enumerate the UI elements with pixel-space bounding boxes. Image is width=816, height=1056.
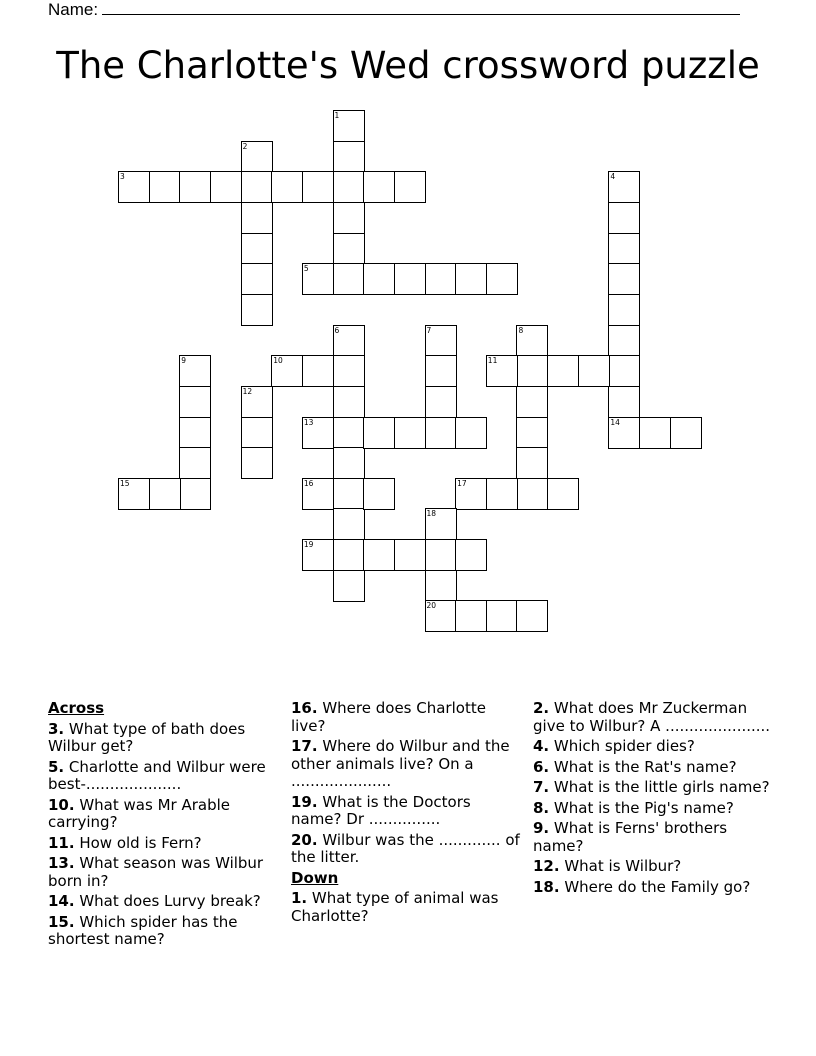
grid-cell[interactable] [179,478,211,510]
grid-cell[interactable] [608,263,640,295]
grid-cell[interactable] [333,508,365,540]
grid-cell[interactable] [608,325,640,357]
clue-text: What does Lurvy break? [74,892,261,910]
grid-cell[interactable] [608,233,640,265]
clue-number: 20 [426,601,437,611]
clue-number: 2. [533,699,550,717]
down-clue [533,820,773,855]
clue-number: 16 [303,478,314,488]
clue-number: 1. [291,889,308,907]
grid-cell[interactable] [241,386,273,418]
grid-cell[interactable] [608,294,640,326]
grid-cell[interactable] [547,478,579,510]
clue-number: 6. [533,757,550,776]
clue-text: What was Mr Arable carrying? [48,795,230,831]
grid-cell[interactable] [333,570,365,602]
across-clue [291,738,523,791]
clue-text: What is the Pig's name? [549,798,734,817]
clue-number: 14 [610,417,620,427]
clue-number: 9. [533,819,550,837]
across-clue [291,832,523,867]
page-title: The Charlotte's Wed crossword puzzle [56,44,760,87]
grid-cell[interactable] [149,171,181,203]
grid-cell[interactable] [516,386,548,418]
across-clue [48,721,280,756]
grid-cell[interactable] [455,417,487,449]
grid-cell[interactable] [516,355,548,387]
down-clue [533,700,773,735]
grid-cell[interactable] [486,263,518,295]
down-clue [533,800,773,818]
grid-cell[interactable] [333,417,365,449]
clue-number: 10 [273,356,283,366]
clue-number: 6 [334,325,340,335]
grid-cell[interactable] [608,386,640,418]
clue-text: What is the Rat's name? [549,757,737,776]
grid-cell[interactable] [363,478,395,510]
grid-cell[interactable] [363,171,395,203]
grid-cell[interactable] [333,110,365,142]
grid-cell[interactable] [455,263,487,295]
clue-number: 5. [48,757,65,776]
grid-cell[interactable] [179,386,211,418]
across-clue [48,759,280,794]
grid-cell[interactable] [302,171,334,203]
clue-number: 15 [120,478,130,488]
clue-number: 19 [303,540,314,550]
grid-cell[interactable] [425,325,457,357]
clue-text: What type of bath does Wilbur get? [48,719,246,755]
clue-number: 3. [48,719,65,738]
clue-number: 14. [48,892,75,910]
down-clue [533,759,773,777]
clue-text: Which spider dies? [549,737,695,755]
name-label: Name: [48,0,99,19]
grid-cell[interactable] [363,539,395,571]
grid-cell[interactable] [486,478,518,510]
grid-cell[interactable] [333,171,365,203]
clue-number: 9 [181,356,187,366]
grid-cell[interactable] [425,417,457,449]
down-clue [533,738,773,756]
across-clue [48,855,280,890]
across-heading: Across [48,699,105,717]
grid-cell[interactable] [516,600,548,632]
grid-cell[interactable] [333,202,365,234]
clue-text: What season was Wilbur born in? [48,854,264,890]
grid-cell[interactable] [210,171,242,203]
grid-cell[interactable] [363,417,395,449]
grid-cell[interactable] [118,478,150,510]
grid-cell[interactable] [333,447,365,479]
grid-cell[interactable] [670,417,702,449]
grid-cell[interactable] [394,417,426,449]
grid-cell[interactable] [241,263,273,295]
grid-cell[interactable] [149,478,181,510]
grid-cell[interactable] [118,171,150,203]
grid-cell[interactable] [455,478,487,510]
grid-cell[interactable] [578,355,610,387]
grid-cell[interactable] [394,539,426,571]
clue-number: 17. [291,737,318,755]
across-clue [48,797,280,832]
clue-text: What is Ferns' brothers name? [533,819,728,855]
clue-number: 20. [291,830,318,849]
grid-cell[interactable] [425,570,457,602]
grid-cell[interactable] [241,447,273,479]
clue-text: What is Wilbur? [559,857,682,875]
down-clue [533,879,773,897]
grid-cell[interactable] [241,202,273,234]
grid-cell[interactable] [179,417,211,449]
grid-cell[interactable] [333,539,365,571]
grid-cell[interactable] [425,539,457,571]
across-clue [48,835,280,853]
grid-cell[interactable] [547,355,579,387]
clue-number: 19. [291,792,318,811]
grid-cell[interactable] [302,539,334,571]
clue-column-2 [291,700,523,928]
clue-number: 2 [242,141,248,151]
clue-number: 15. [48,912,75,931]
grid-cell[interactable] [608,417,640,449]
grid-cell[interactable] [179,355,211,387]
grid-cell[interactable] [608,171,640,203]
clue-number: 16. [291,699,318,717]
clue-text: How old is Fern? [74,833,202,852]
clue-number: 1 [334,111,340,120]
clue-text: What does Mr Zuckerman give to Wilbur? A ...................... [533,699,771,735]
grid-cell[interactable] [333,386,365,418]
across-clue [291,794,523,829]
clue-number: 10. [48,795,75,814]
grid-cell[interactable] [333,325,365,357]
grid-cell[interactable] [639,417,671,449]
grid-cell[interactable] [425,600,457,632]
across-clue [48,914,280,949]
grid-cell[interactable] [363,263,395,295]
down-clue [291,890,523,925]
grid-cell[interactable] [241,141,273,173]
clue-text: Where do Wilbur and the other animals live? On a ..................... [291,737,510,790]
across-clue [48,893,280,911]
clue-number: 18. [533,877,560,896]
clue-number: 4. [533,737,550,755]
clue-text: What is the Doctors name? Dr ............... [291,792,471,828]
clue-text: What type of animal was Charlotte? [291,889,499,925]
grid-cell[interactable] [486,355,518,387]
grid-cell[interactable] [425,386,457,418]
clue-text: Which spider has the shortest name? [48,912,238,948]
clue-text: Charlotte and Wilbur were best-.................... [48,757,266,793]
clue-number: 8 [518,325,524,335]
grid-cell[interactable] [241,233,273,265]
grid-cell[interactable] [516,447,548,479]
grid-cell[interactable] [394,263,426,295]
grid-cell[interactable] [302,263,334,295]
clue-column-1 [48,700,280,952]
down-clue [533,779,773,797]
clue-number: 11 [487,356,498,366]
grid-cell[interactable] [241,294,273,326]
grid-cell[interactable] [516,478,548,510]
grid-cell[interactable] [333,141,365,173]
clue-number: 12 [242,386,253,396]
clue-number: 12. [533,857,560,875]
clue-number: 17 [457,478,467,488]
clue-text: What is the little girls name? [549,778,770,796]
clue-number: 11. [48,833,75,852]
grid-cell[interactable] [608,355,640,387]
clue-number: 3 [120,172,125,182]
grid-cell[interactable] [179,447,211,479]
grid-cell[interactable] [455,539,487,571]
clue-number: 5 [303,264,309,274]
grid-cell[interactable] [455,600,487,632]
grid-cell[interactable] [333,233,365,265]
clue-number: 8. [533,798,550,817]
grid-cell[interactable] [516,417,548,449]
down-heading: Down [291,868,339,887]
across-clue [291,700,523,735]
grid-cell[interactable] [394,171,426,203]
clue-number: 18 [426,509,437,519]
grid-cell[interactable] [516,325,548,357]
clue-number: 7 [426,325,432,335]
grid-cell[interactable] [302,478,334,510]
grid-cell[interactable] [271,355,303,387]
clue-number: 7. [533,778,550,796]
clue-number: 13 [303,417,314,427]
clue-number: 13. [48,854,75,872]
grid-cell[interactable] [271,171,303,203]
grid-cell[interactable] [302,355,334,387]
grid-cell[interactable] [425,508,457,540]
grid-cell[interactable] [241,417,273,449]
grid-cell[interactable] [608,202,640,234]
clue-column-3 [533,700,773,899]
grid-cell[interactable] [179,171,211,203]
clue-text: Where do the Family go? [559,877,751,896]
clue-text: Wilbur was the ............. of the litter. [291,830,520,866]
clue-number: 4 [610,172,616,182]
grid-cell[interactable] [486,600,518,632]
down-clue [533,858,773,876]
grid-cell[interactable] [241,171,273,203]
clue-text: Where does Charlotte live? [291,699,486,735]
grid-cell[interactable] [425,355,457,387]
grid-cell[interactable] [425,263,457,295]
grid-cell[interactable] [333,355,365,387]
grid-cell[interactable] [333,263,365,295]
grid-cell[interactable] [302,417,334,449]
grid-cell[interactable] [333,478,365,510]
